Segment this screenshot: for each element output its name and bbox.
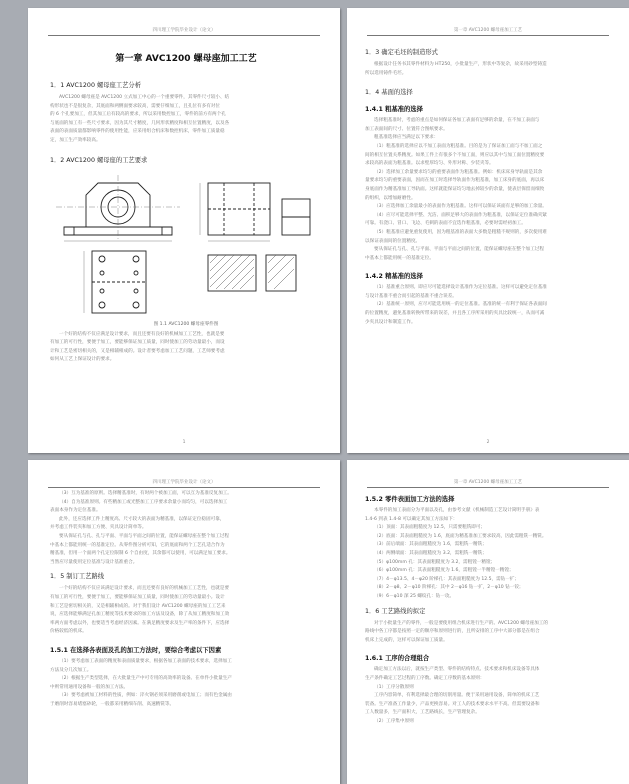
text-line: （9）6－φ10 深 25 螺纹孔：钻一攻。 (374, 593, 455, 599)
text-line: 求较高的表面为粗基准。以求壁厚均匀、外形对称、少装夹等。 (365, 161, 494, 167)
text-line: 少夹具设计和制造工作。 (365, 319, 416, 325)
text-line: 一个好的结构不仅应满足设计要求，而且还要有良好的机械加工工艺性，也就是要 (59, 331, 225, 337)
text-line: 装备。生产准备工作量少，产品更换容易。对工人的技术要求水平不高。但需要设备和 (365, 701, 540, 707)
section-heading: 1．1 AVC1200 螺母座工艺分析 (50, 82, 142, 89)
text-line: （7）4－φ13.5、4－φ20 阶梯孔：其表面粗糙度为 12.5，需钻一扩； (374, 576, 520, 582)
subsection-heading: 1.5.2 零件表面加工方法的选择 (365, 496, 455, 503)
page-header: 四川理工学院毕业设计（论文） (48, 479, 320, 488)
document-page-3 (28, 460, 340, 784)
text-line: 如何从工艺上保证设计的要求。 (50, 357, 115, 363)
text-line: （1）粗基准的选择应以不加工表面为粗基准。目的是为了保证加工面与不加工面之 (374, 143, 543, 149)
section-heading: 1．4 基面的选择 (365, 89, 413, 97)
text-line: （2）根据生产类型选择，在大批量生产中可专用的高效率的设备。在单件小批量生产 (59, 676, 232, 682)
text-line: 间的相互位置关系精度。如果工件上有很多个不加工面，则应以其中与加工面位置精度要 (365, 152, 545, 158)
text-line: 表面本身作为定位基准。 (50, 508, 101, 514)
text-line: 的组织，以增加耐磨性。 (365, 195, 416, 201)
page-header: 第一章 AVC1200 螺母座加工工艺 (367, 479, 609, 488)
text-line: （1）顶面：其表面粗糙度为 12.5，只需要粗铣即可； (374, 525, 486, 531)
section-heading: 1．6 工艺路线的拟定 (365, 607, 426, 615)
text-line: 的 6 个孔要加工，但其加工后有较高的要求，所以采用数控加工，零件的前方有两个孔 (50, 112, 226, 118)
text-line: （3）要考虑被加工材料的性质，例如：淬火钢必须采用磨削或电加工；而有色金属由 (59, 693, 232, 699)
text-line: 当然应尽量使用定位基准与设计基准重合。 (50, 559, 138, 565)
chapter-title: 第一章 AVC1200 螺母座加工工艺 (115, 54, 257, 64)
text-line: 生产条件确定工艺过程的工序数。确定工序数的基本原则： (365, 675, 485, 681)
text-line: 说，应选择能够满足孔加工精度等技术要求的加工方法及设备，除了从加工精度和加工效 (50, 612, 230, 618)
document-page-1 (28, 8, 340, 453)
text-line: 价格较低的机床。 (50, 629, 87, 635)
text-line: （2）工序集中原则 (374, 718, 414, 724)
text-line: （4）两侧端面：其表面粗糙度为 3.2，需粗铣一精铣； (374, 550, 487, 556)
text-line: 与底面的加工有一些尺寸要求，因为其尺寸精度，几何形状精度和相互位置精度，以及各 (50, 120, 230, 126)
text-line: （1）要考虑加工表面的精度和表面质量要求，根据各加工表面的技术要求，选择加工 (59, 658, 232, 664)
subsection-heading: 1.4.2 精基准的选择 (365, 273, 423, 281)
text-line: （5）φ100mm 孔：其表面粗糙度为 3.2，需粗镗一精镗； (374, 559, 496, 565)
subsection-heading: 1.6.1 工序的合理组合 (365, 655, 430, 663)
technical-drawing (50, 169, 322, 319)
text-line: （5）粗基准应避免重复使用，因为粗基准的表面大多数是粗糙不规则的，多次使用难 (374, 229, 547, 235)
text-line: 表面的表面质量都影响零件的使用性能，应采用组合机床和数控机床，零件加工质量稳 (50, 129, 225, 135)
page-number: 1 (182, 440, 186, 445)
text-line: 方法及分几次加工。 (50, 667, 92, 673)
page-header: 四川理工学院毕业设计（论文） (48, 27, 320, 36)
text-line: （2）基准统一原则，应尽可能选用统一的定位基准。基准的统一有利于保证各表面间 (374, 302, 547, 308)
text-line: （3）前后端面：其表面粗糙度为 1.6，需粗铣一精铣； (374, 542, 487, 548)
text-line: 根据设计任务书其零件材料为 HT250，小批量生产，形状中等复杂，故采用砂型铸造 (374, 62, 547, 67)
subsection-heading: 1.5.1 在选择各表面及孔的加工方法时，要综合考虑以下因素 (50, 646, 222, 654)
page-number: 2 (486, 440, 490, 445)
text-line: 工人数量多，生产面积大，工艺路线长，生产管理复杂。 (365, 710, 480, 716)
text-line: 以保证表面间的位置精度。 (365, 238, 421, 244)
text-line: 机床上完成的，这样可以保证加工质量。 (365, 637, 448, 643)
text-line: 身底面作为精基准加工导轨面。这样就能保证均匀地去掉较少的余量，使表层保留而细致 (365, 186, 545, 192)
text-line: 确定加工方法以后，就按生产类型、零件的结构特点、技术要求和机床设备等具体 (374, 667, 540, 673)
text-line: 对于小批量生产的零件，一般是要使用组合机床进行生产的。AVC1200 螺母座加工的 (374, 620, 548, 626)
text-line: （3）互为基准的原则。选择精基准时，有时两个被加工面，可以互为基准反复加工。 (59, 491, 232, 496)
text-line: 于磨削时容易堵塞砂轮，一般都采用精细车削、高速精铣等。 (50, 701, 175, 707)
text-line: 有加工的可行性，要便于加工，要能够保证加工质量，同时使加工的劳动量最小，而设 (50, 340, 225, 346)
text-line: 定，加工生产效率较高。 (50, 137, 101, 143)
text-line: （2）选择加工余量要求均匀的重要表面作为粗基准。例如：机床床身导轨面是其余 (374, 169, 543, 175)
text-line: 要从保证孔与孔、孔与平面、平面与平面之间的位置，能保证螺母座在整个加工过程 (59, 533, 229, 539)
text-line: 要从保证孔与孔、孔与平面、平面与平面之间的位置，能保证螺母座在整个加工过程 (374, 247, 544, 253)
text-line: （4）自为基准原则。有些精加工或光整加工工序要求余量小而均匀，可以选择加工 (59, 499, 228, 505)
text-line: 路线中各工序都是按照一定的顺序和原则进行的，且所安排的工序中大部分都是在组合 (365, 629, 540, 635)
text-line: 本零件的加工表面分为平面以及孔，由参考文献《机械制造工艺设计简明手册》表 (374, 508, 540, 513)
text-line: 精基准，但用一个面两个孔定位限制 6 个自由度，其余都可以使用，可以满足加工要求。 (50, 551, 231, 557)
text-line: 并考虑工件装夹和加工方便、夹具设计简单等。 (50, 525, 147, 531)
text-line: 和工艺是密切相关的，又是相辅相成的。对于我们设计 AVC1200 螺母座的加工工艺来 (50, 603, 226, 609)
part-drawing-figure (50, 169, 322, 319)
text-line: 量要求均匀的重要表面，因而在加工时选择导轨面作为粗基准，加工床身的底面，再以床 (365, 178, 545, 184)
text-line: 此外，还应选择工件上精度高、尺寸较大的表面为精基准，以保证定位稳固可靠， (59, 516, 225, 522)
text-line: 率两方面考虑以外，也要适当考虑经济因素。在满足精度要求及生产率的条件下，应选择 (50, 620, 230, 626)
page-header: 第一章 AVC1200 螺母座加工工艺 (367, 27, 609, 36)
section-heading: 1．2 AVC1200 螺母座的工艺要求 (50, 156, 148, 164)
section-heading: 1．3 确定毛坯的制造形式 (365, 49, 438, 56)
text-line: AVC1200 螺母座是 AVC1200 立式加工中心的一个重要零件，其零件尺寸较小、结 (59, 95, 230, 100)
text-line: 所以选用铸件毛坯。 (365, 70, 407, 76)
text-line: 与设计基准不重合而引起的基准不重合误差。 (365, 293, 457, 299)
text-line: 构形状也不是很复杂，其底面和两侧面要求较高，需要仔细加工，且孔位有多有对位 (50, 103, 220, 109)
figure-caption: 图 1.1 AVC1200 螺母座零件图 (153, 321, 219, 327)
text-line: 的位置精度，避免基准转换所带来的误差，并且各工序所采用的夹具比较统一，从而可减 (365, 311, 545, 317)
document-page-4 (347, 460, 629, 784)
text-line: 粗基准选择应当满足以下要求： (374, 135, 439, 141)
document-page-2 (347, 8, 629, 453)
subsection-heading: 1.4.1 粗基准的选择 (365, 106, 423, 114)
text-line: 有加工的可行性，要便于加工，要能够保证加工质量，同时使加工的劳动量最小。设计 (50, 594, 225, 600)
text-line: （2）底面：其表面粗糙度为 1.6，底面为精基准加工要求较高，因此需粗铣一精铣。 (374, 533, 547, 539)
text-line: 选择粗基准时，考虑的重点是如何保证各加工表面有足够的余量，在不加工表面与 (374, 118, 540, 124)
text-line: （8）2－φ8、2－φ10 阶梯孔：其中 2－φ16 钻一扩，2－φ10 钻一铰； (374, 585, 524, 591)
text-line: （1）基准重合原则。即应尽可能选择设计基准作为定位基准。这样可以避免定位基准 (374, 285, 547, 291)
text-line: （3）应选择加工余量最小的表面作为粗基准。这样可以保证该面有足够的加工余量。 (374, 204, 547, 210)
text-line: 可靠。有浇口、冒口、飞边、毛刺的表面不宜选作粗基准，必要时需经初加工。 (365, 221, 526, 227)
paragraph (50, 94, 322, 146)
text-line: （1）工序分散原则 (374, 684, 414, 690)
text-line: 中基本上都能用统一的基准定位。 (365, 255, 434, 261)
text-line: 一个好的结构不仅应该满足设计要求，而且还要有良好的机械加工工艺性，也就是要 (59, 586, 229, 592)
text-line: （6）φ100mm 孔：其表面粗糙度为 1.6，需粗镗一半精镗一精镗； (374, 568, 514, 574)
text-line: 计和工艺是密切相关的，又是相辅相成的。设计者要考虑加工工艺问题，工艺师要考虑 (50, 348, 225, 354)
section-heading: 1．5 制订工艺路线 (50, 573, 105, 581)
text-line: 1.4-6 到表 1.4-8 可以确定其加工方法如下： (365, 516, 458, 522)
text-line: （4）应尽可能选择平整、光洁、面积足够大的表面作为粗基准，以保证定位准确夹紧 (374, 212, 547, 218)
text-line: 中基本上都能用统一的基准定位。从零件图分析可知，它的底面和两个工艺孔适合作为 (50, 542, 225, 548)
text-line: 加工表面间的尺寸、位置符合图纸要求。 (365, 126, 448, 132)
text-line: 工序内容简单，有利选择最合理的切削用量。便于采用通用设备，简单的机床工艺 (374, 693, 540, 699)
paragraph (50, 331, 322, 365)
text-line: 中则常用通用设备和一般的加工方法。 (50, 684, 129, 690)
